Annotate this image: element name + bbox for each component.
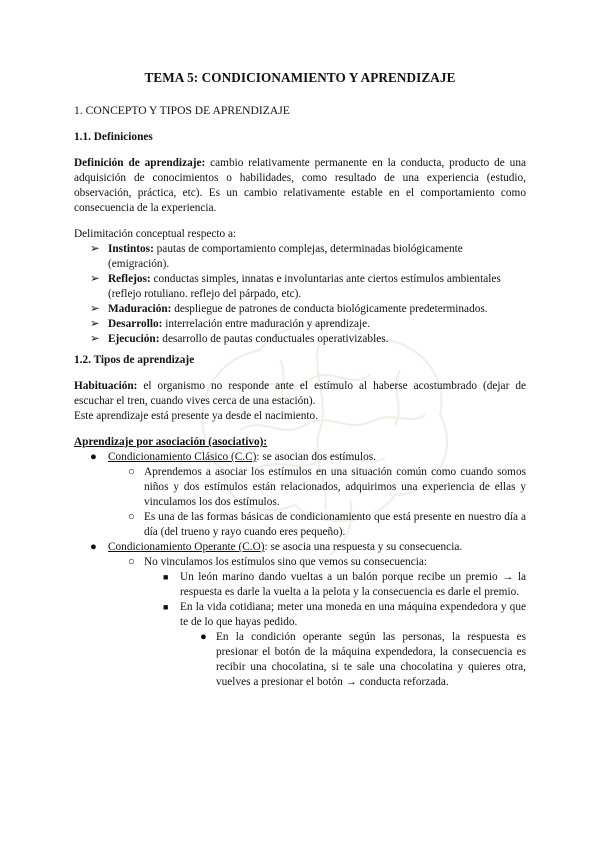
dot-bullet-icon: ● [200,631,207,643]
dot-bullet-icon: ● [90,541,97,553]
list-item: ➢ Desarrollo: interrelación entre maduración y aprendizaje. [90,318,371,330]
cc-label: Condicionamiento Clásico (C.C) [108,451,257,463]
association-heading: Aprendizaje por asociación (asociativo): [74,436,268,448]
document-body [74,70,526,690]
section-heading: 1. CONCEPTO Y TIPOS DE APRENDIZAJE [74,104,290,117]
list-item: ○ No vinculamos los estímulos sino que vemos su consecuencia: [128,556,428,568]
list-item-co: ● Condicionamiento Operante (C.O): se asocia una respuesta y su consecuencia. [90,541,463,553]
list-item: ■ En la vida cotidiana; meter una moneda en una máquina expendedora y que te de lo que hayas pedido. [163,601,526,628]
arrow-bullet-icon: ➢ [90,243,100,255]
circle-bullet-icon: ○ [128,556,135,568]
list-item: ■ Un león marino dando vueltas a un balón porque recibe un premio → la respuesta es darle la vuelta a la pelota y la consecuencia es darle el premio. [163,571,526,598]
habituation-term: Habituación: [74,380,138,392]
definition-text: cambio relativamente permanente en la conducta, producto de una adquisición de conocimientos o habilidades, como resultado de una experiencia (estudio, observación, práctica, etc). Es un cambio relativamente estable en el comportamiento como consecuencia de la experiencia. [74,157,526,214]
subsection-heading-tipos: 1.2. Tipos de aprendizaje [74,354,195,366]
square-bullet-icon: ■ [163,572,169,582]
arrow-bullet-icon: ➢ [90,303,100,315]
habituation-paragraph: Habituación: el organismo no responde ante el estímulo al haberse acostumbrado (dejar de escuchar el tren, cuando vives cerca de una estación). [74,380,526,407]
subsection-heading-definiciones: 1.1. Definiciones [74,131,153,143]
list-item: ● En la condición operante según las personas, la respuesta es presionar el botón de la máquina expendedora, la consecuencia es recibir una chocolatina, si te sale una chocolatina y quieres otra, vuelves a presionar el botón → conducta reforzada. [200,631,526,688]
list-item: ○ Es una de las formas básicas de condicionamiento que está presente en nuestro día a día (del trueno y rayo cuando eres pequeño). [128,511,526,538]
arrow-bullet-icon: ➢ [90,273,100,285]
list-item: ➢ Ejecución: desarrollo de pautas conductuales operativizables. [90,333,389,345]
delimitation-intro: Delimitación conceptual respecto a: [74,228,237,240]
square-bullet-icon: ■ [163,602,169,612]
list-item-cc: ● Condicionamiento Clásico (C.C): se asocian dos estímulos. [90,451,376,463]
list-item: ➢ Reflejos: conductas simples, innatas e involuntarias ante ciertos estímulos ambientales (reflejo rotuliano. reflejo del párpado, etc). [90,273,501,300]
page-title: TEMA 5: CONDICIONAMIENTO Y APRENDIZAJE [144,70,456,85]
list-item: ➢ Maduración: despliegue de patrones de conducta biológicamente predeterminados. [90,303,488,315]
arrow-bullet-icon: ➢ [90,333,100,345]
co-label: Condicionamiento Operante (C.O) [108,541,265,553]
habituation-note: Este aprendizaje está presente ya desde el nacimiento. [74,410,319,422]
definition-paragraph [74,156,526,216]
list-item: ○ Aprendemos a asociar los estímulos en una situación común como cuando somos niños y dos estímulos están relacionados, adquirimos una experiencia de ellas y vinculamos los dos estímulos. [128,466,526,508]
dot-bullet-icon: ● [90,451,97,463]
circle-bullet-icon: ○ [128,466,135,478]
list-item: ➢ Instintos: pautas de comportamiento complejas, determinadas biológicamente (emigración). [90,243,463,270]
delimitation-list [74,242,526,347]
circle-bullet-icon: ○ [128,511,135,523]
definition-term: Definición de aprendizaje: [74,157,206,169]
arrow-bullet-icon: ➢ [90,318,100,330]
